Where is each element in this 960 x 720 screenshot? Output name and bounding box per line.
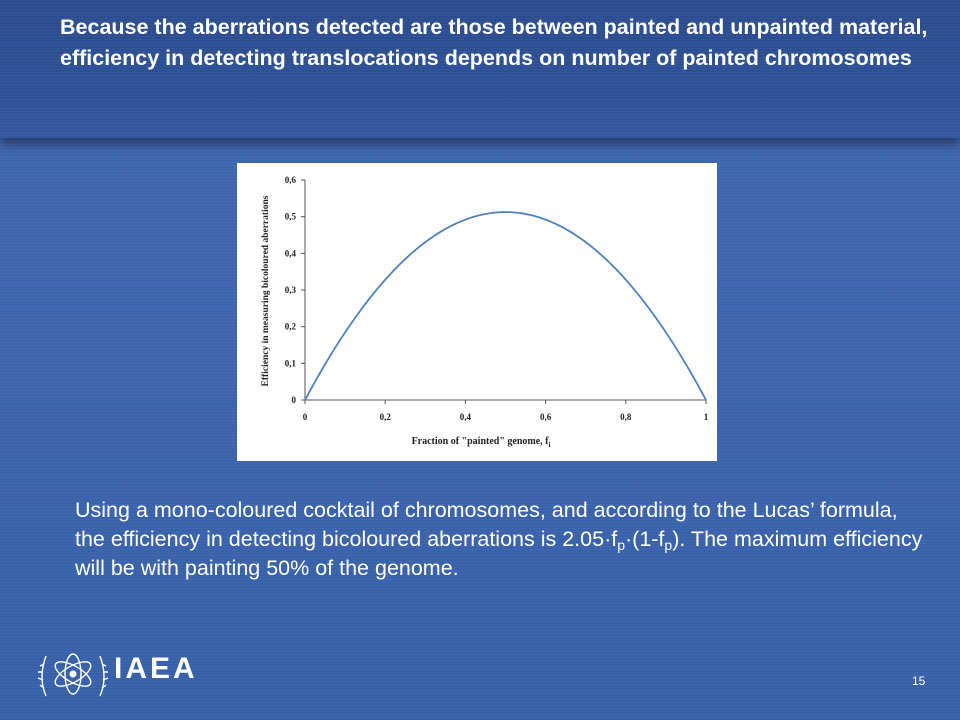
slide-title: Because the aberrations detected are those between painted and unpainted material, efficiency in detecting translocations depends on number of painted chromosomes — [60, 15, 928, 70]
x-tick-label: 0,2 — [379, 412, 391, 422]
body-subscript-1: p — [617, 537, 625, 553]
y-tick-label: 0,1 — [284, 358, 296, 369]
body-paragraph — [75, 496, 925, 583]
y-tick-label: 0,2 — [284, 321, 296, 332]
page-number: 15 — [912, 674, 926, 688]
iaea-logo — [36, 638, 276, 710]
x-tick-label: 0 — [302, 412, 308, 422]
x-tick-label: 0,4 — [459, 412, 472, 422]
logo-text: IAEA — [114, 652, 198, 685]
y-axis-label: Efficiency in measuring bicoloured aberrations — [261, 195, 271, 387]
body-text-part3: ). The maximum efficiency will be with painting 50% of the genome. — [75, 527, 923, 580]
x-tick-label: 0,8 — [620, 412, 632, 422]
title-band — [0, 0, 960, 138]
body-subscript-2: p — [664, 537, 673, 553]
body-text-part2: ·(1-f — [625, 527, 665, 551]
y-tick-label: 0,4 — [284, 248, 296, 259]
iaea-emblem-icon — [36, 638, 110, 710]
body-text-part1: Using a mono-coloured cocktail of chromosomes, and according to the Lucas’ formula, the efficiency in detecting bicoloured aberrations is 2.05·f — [75, 498, 898, 551]
x-tick-label: 1 — [703, 412, 709, 422]
y-tick-label: 0,3 — [284, 285, 296, 295]
x-axis-label: Fraction of "painted" genome, $f_i$ — [411, 436, 551, 449]
x-tick-label: 0,6 — [539, 412, 552, 422]
y-tick-label: 0,6 — [284, 175, 296, 185]
efficiency-curve — [305, 212, 706, 400]
chart-svg — [237, 163, 717, 461]
y-tick-label: 0,5 — [284, 211, 296, 222]
y-tick-label: 0 — [291, 395, 296, 405]
efficiency-chart — [237, 163, 717, 461]
